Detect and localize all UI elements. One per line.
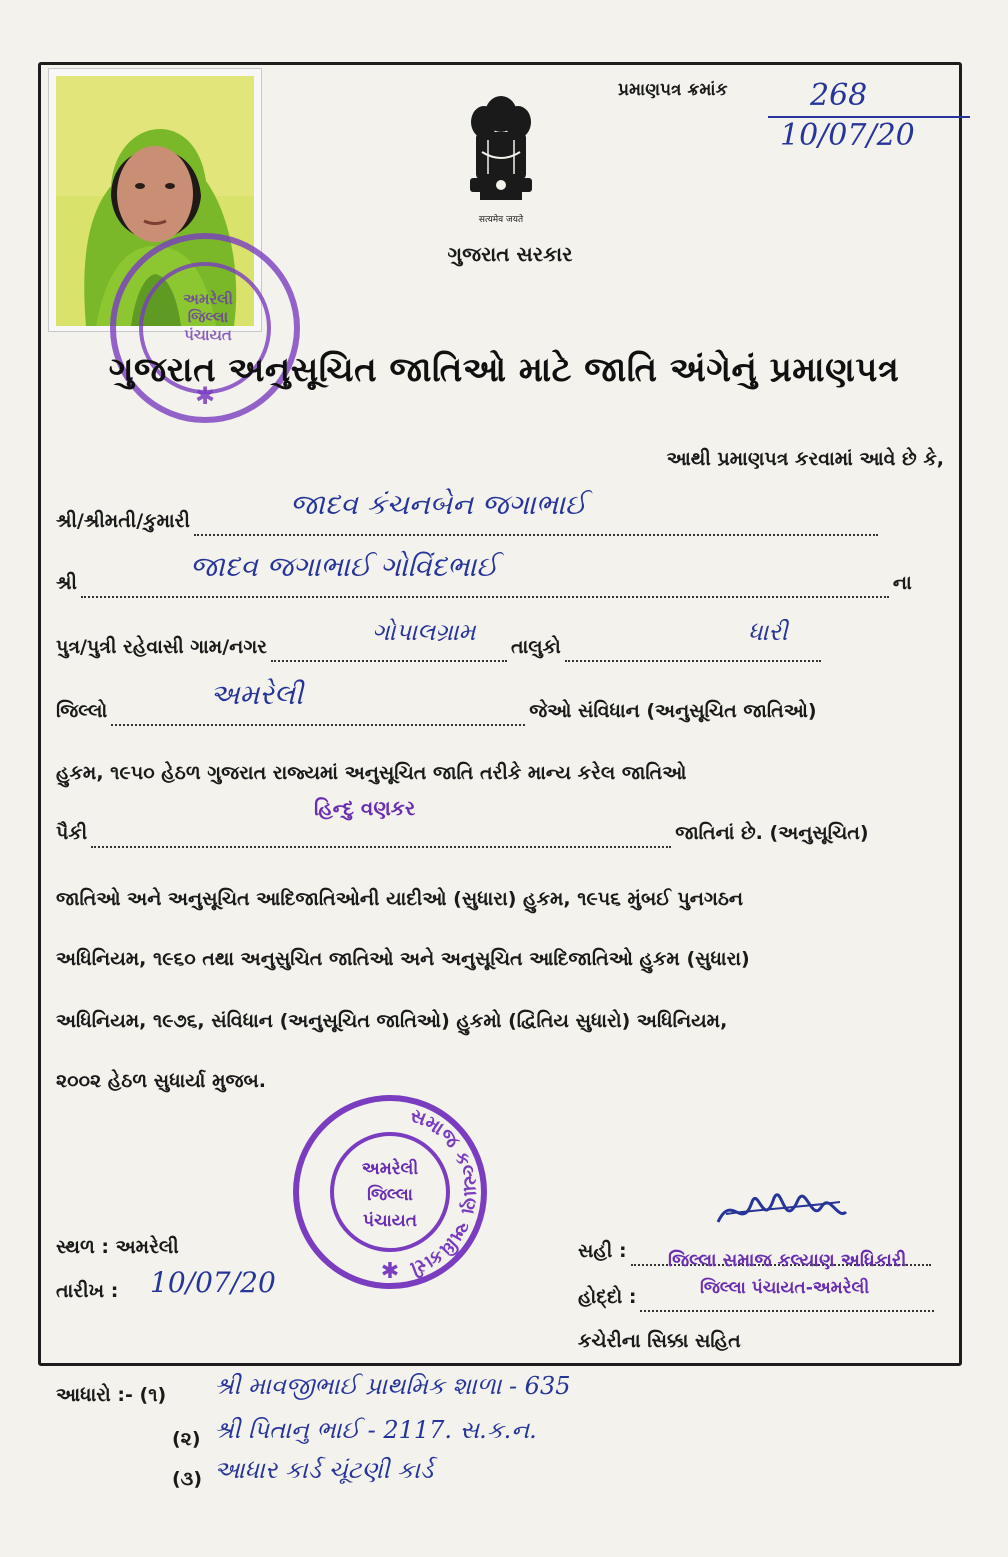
resident-line bbox=[56, 632, 948, 662]
bottom-seal-line-3: પંચાયત bbox=[363, 1211, 417, 1231]
date-value: 10/07/20 bbox=[150, 1266, 276, 1299]
proof-num-2: (૨) bbox=[172, 1428, 201, 1450]
proof-num-1: (૧) bbox=[139, 1384, 167, 1406]
district-label: જિલ્લો bbox=[56, 700, 108, 722]
caste-stamp: હિન્દુ વણકર bbox=[314, 796, 416, 820]
top-seal-line-1: અમરેલી bbox=[183, 290, 233, 308]
proof-text-3: આધાર કાર્ડ ચૂંટણી કાર્ડ bbox=[214, 1456, 434, 1484]
government-name: ગુજરાત સરકાર bbox=[447, 242, 573, 266]
order-text: હુકમ, ૧૯૫૦ હેઠળ ગુજરાત રાજ્યમાં અનુસૂચિત જાતિ તરીકે માન્ય કરેલ જાતિઓ bbox=[56, 762, 687, 784]
father-label: શ્રી bbox=[56, 572, 77, 594]
intro-line bbox=[56, 444, 944, 474]
district-value: અમરેલી bbox=[210, 678, 303, 711]
taluka-label: તાલુકો bbox=[511, 636, 561, 658]
para-text-3: અધિનિયમ, ૧૯૭૬, સંવિધાન (અનુસૂચિત જાતિઓ) હુકમો (દ્વિતિય સુધારો) અધિનિયમ, bbox=[56, 1010, 728, 1032]
date-label: તારીખ : bbox=[56, 1280, 119, 1302]
top-seal-line-2: જિલ્લા bbox=[187, 308, 229, 326]
para-text-2: અધિનિયમ, ૧૯૬૦ તથા અનુસુચિત જાતિઓ અને અનુસૂચિત આદિજાતિઓ હુકમ (સુધારા) bbox=[56, 948, 750, 970]
para-line-4 bbox=[56, 1066, 948, 1096]
caste-dots bbox=[91, 826, 671, 848]
father-value: જાદવ જગાભાઈ ગોવિંદભાઈ bbox=[190, 550, 498, 583]
para-text-1: જાતિઓ અને અનુસૂચિત આદિજાતિઓની યાદીઓ (સુધારા) હુકમ, ૧૯૫૬ મુંબઈ પુનગઠન bbox=[56, 888, 744, 910]
proofs-label: આધારો :- bbox=[56, 1384, 133, 1406]
bottom-seal-line-2: જિલ્લા bbox=[367, 1185, 413, 1205]
resident-label: પુત્ર/પુત્રી રહેવાસી ગામ/નગર bbox=[56, 636, 268, 658]
father-suffix: ના bbox=[892, 572, 912, 594]
sign-label: સહી : bbox=[578, 1240, 627, 1262]
top-seal-line-3: પંચાયત bbox=[184, 326, 232, 344]
office-seal-text: કચેરીના સિક્કા સહિત bbox=[578, 1330, 741, 1352]
para-text-4: ૨૦૦૨ હેઠળ સુધાર્યા મુજબ. bbox=[56, 1070, 266, 1092]
certificate-title: ગુજરાત અનુસૂચિત જાતિઓ માટે જાતિ અંગેનું પ્રમાણપત્ર bbox=[108, 350, 900, 390]
district-line bbox=[56, 696, 948, 726]
svg-text:✱: ✱ bbox=[380, 1259, 400, 1284]
para-line-2 bbox=[56, 944, 948, 974]
place-label: સ્થળ : bbox=[56, 1236, 110, 1258]
constitution-text: જેઓ સંવિધાન (અનુસૂચિત જાતિઓ) bbox=[529, 700, 817, 722]
intro-text: આથી પ્રમાણપત્ર કરવામાં આવે છે કે, bbox=[666, 448, 944, 470]
name-value: જાદવ કંચનબેન જગાભાઈ bbox=[290, 488, 587, 521]
top-seal-inner bbox=[168, 290, 248, 344]
bottom-seal-line-1: અમરેલી bbox=[361, 1159, 419, 1179]
svg-text:✱: ✱ bbox=[194, 382, 216, 410]
para-line-1 bbox=[56, 884, 948, 914]
bottom-seal-inner bbox=[340, 1156, 440, 1234]
proof-text-1: શ્રી માવજીભાઈ પ્રાથમિક શાળા - 635 bbox=[214, 1372, 571, 1400]
order-line bbox=[56, 758, 948, 788]
caste-line bbox=[56, 818, 948, 848]
place-line bbox=[56, 1232, 356, 1262]
proofs-line-1 bbox=[56, 1380, 236, 1410]
name-label: શ્રી/શ્રીમતી/કુમારી bbox=[56, 510, 190, 532]
emblem-motto: सत्यमेव जयते bbox=[478, 215, 524, 225]
caste-suffix: જાતિનાં છે. (અનુસૂચિત) bbox=[675, 822, 869, 844]
village-value: ગોપાલગ્રામ bbox=[372, 618, 476, 646]
serial-label: પ્રમાણપત્ર ક્રમાંક bbox=[618, 80, 728, 100]
sign-stamp: જિલ્લા સમાજ કલ્યાણ અધિકારી bbox=[668, 1250, 907, 1271]
district-dots bbox=[111, 704, 525, 726]
office-seal-line bbox=[578, 1326, 948, 1356]
post-label: હોદ્દો : bbox=[578, 1286, 637, 1308]
bottom-seal-ring-text: સમાજ કલ્યાણ અધિકારી bbox=[407, 1104, 482, 1280]
national-emblem-icon bbox=[462, 92, 540, 224]
proof-num-3: (૩) bbox=[172, 1468, 203, 1490]
para-line-3 bbox=[56, 1006, 948, 1036]
proof-text-2: શ્રી પિતાનુ ભાઈ - 2117. સ.ક.ન. bbox=[214, 1416, 537, 1444]
taluka-value: ધારી bbox=[748, 618, 788, 646]
among-label: પૈકી bbox=[56, 822, 88, 844]
serial-number: 268 bbox=[810, 78, 868, 113]
place-value: અમરેલી bbox=[115, 1236, 179, 1258]
post-stamp: જિલ્લા પંચાયત-અમરેલી bbox=[700, 1278, 870, 1298]
serial-date: 10/07/20 bbox=[780, 118, 915, 153]
